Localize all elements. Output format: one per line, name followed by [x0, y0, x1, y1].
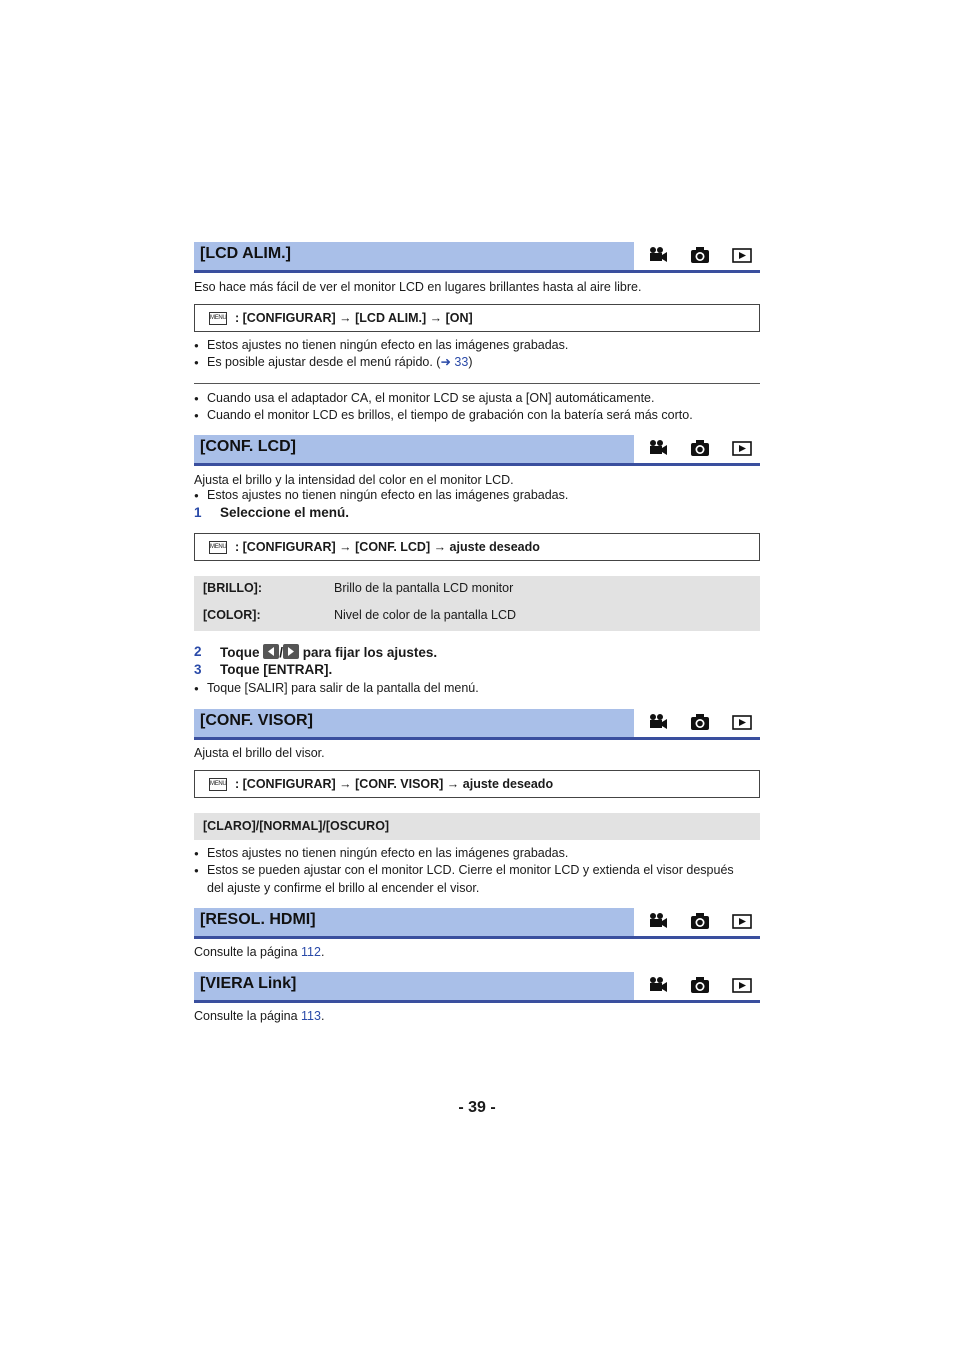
page-reference — [194, 944, 324, 960]
divider — [194, 383, 760, 384]
photo-mode-icon — [690, 713, 710, 731]
video-mode-icon — [648, 713, 668, 731]
video-mode-icon — [648, 439, 668, 457]
list-item-text: ) — [468, 355, 473, 369]
page-number: - 39 - — [458, 1099, 496, 1116]
menu-path-box — [194, 770, 760, 798]
step-number: 3 — [194, 662, 202, 677]
list-item: ● Estos ajustes no tienen ningún efecto en las imágenes grabadas. — [194, 337, 568, 354]
list-item: ● Estos ajustes no tienen ningún efecto en las imágenes grabadas. — [194, 487, 568, 504]
left-arrow-button[interactable] — [263, 644, 279, 659]
photo-mode-icon — [690, 912, 710, 930]
playback-mode-icon — [732, 713, 752, 731]
section-intro: Eso hace más fácil de ver el monitor LCD en lugares brillantes hasta al aire libre. — [194, 280, 642, 294]
menu-path-box — [194, 304, 760, 332]
option-desc: Nivel de color de la pantalla LCD — [334, 608, 517, 622]
list-item — [194, 354, 473, 371]
page-link[interactable]: 113 — [301, 1009, 321, 1023]
mode-icons — [638, 435, 760, 463]
list-item: ● Estos ajustes no tienen ningún efecto en las imágenes grabadas. — [194, 845, 568, 862]
section-title: [CONF. LCD] — [194, 435, 634, 463]
playback-mode-icon — [732, 976, 752, 994]
step-text-sep: / — [279, 645, 284, 660]
step-text: Toque [ENTRAR]. — [220, 662, 333, 677]
step-text — [220, 644, 437, 660]
menu-icon: MENU — [209, 541, 227, 554]
playback-mode-icon — [732, 439, 752, 457]
reference-text: Consulte la página — [194, 945, 302, 959]
list-item: ● Estos se pueden ajustar con el monitor LCD. Cierre el monitor LCD y extienda el visor después — [194, 862, 734, 879]
playback-mode-icon — [732, 912, 752, 930]
section-header-resol-hdmi — [194, 908, 760, 939]
menu-path-box — [194, 533, 760, 561]
options-table — [194, 576, 760, 631]
section-title: [VIERA Link] — [194, 972, 634, 1000]
option-values: [CLARO]/[NORMAL]/[OSCURO] — [203, 819, 390, 833]
reference-end: . — [320, 945, 325, 959]
right-arrow-icon — [283, 644, 299, 659]
reference-end: . — [320, 1009, 325, 1023]
step-number: 1 — [194, 505, 202, 520]
step-text: Seleccione el menú. — [220, 505, 350, 520]
mode-icons — [638, 908, 760, 936]
mode-icons — [638, 972, 760, 1000]
video-mode-icon — [648, 976, 668, 994]
section-intro: Ajusta el brillo del visor. — [194, 746, 325, 760]
section-header-lcd-alim — [194, 242, 760, 273]
menu-path: : [CONFIGURAR] → [LCD ALIM.] → [ON] — [235, 311, 473, 325]
mode-icons — [638, 709, 760, 737]
right-arrow-button[interactable] — [283, 644, 299, 659]
video-mode-icon — [648, 912, 668, 930]
section-title: [RESOL. HDMI] — [194, 908, 634, 936]
note-item: ● Cuando el monitor LCD es brillos, el tiempo de grabación con la batería será más corto. — [194, 407, 693, 424]
step-text-part: para fijar los ajustes. — [302, 645, 438, 660]
option-desc: Brillo de la pantalla LCD monitor — [334, 581, 514, 595]
step-number: 2 — [194, 644, 202, 659]
menu-path: : [CONFIGURAR] → [CONF. VISOR] → ajuste deseado — [235, 777, 554, 791]
photo-mode-icon — [690, 246, 710, 264]
menu-icon: MENU — [209, 312, 227, 325]
options-table — [194, 813, 760, 840]
option-key: [BRILLO]: — [203, 581, 263, 595]
note-item: ● Cuando usa el adaptador CA, el monitor LCD se ajusta a [ON] automáticamente. — [194, 390, 654, 407]
list-item-text: Es posible ajustar desde el menú rápido. ( — [207, 355, 441, 369]
section-title: [CONF. VISOR] — [194, 709, 634, 737]
page-link[interactable]: ➜ 33 — [440, 355, 469, 369]
section-header-conf-lcd — [194, 435, 760, 466]
menu-path: : [CONFIGURAR] → [CONF. LCD] → ajuste deseado — [235, 540, 540, 554]
playback-mode-icon — [732, 246, 752, 264]
menu-icon: MENU — [209, 778, 227, 791]
step-text-part: Toque — [220, 645, 260, 660]
list-item: ● Toque [SALIR] para salir de la pantalla del menú. — [194, 680, 479, 697]
list-item-continuation: del ajuste y confirme el brillo al encender el visor. — [207, 881, 480, 895]
section-intro: Ajusta el brillo y la intensidad del color en el monitor LCD. — [194, 473, 514, 487]
page-reference — [194, 1008, 324, 1024]
left-arrow-icon — [263, 644, 279, 659]
reference-text: Consulte la página — [194, 1009, 302, 1023]
section-header-viera-link — [194, 972, 760, 1003]
video-mode-icon — [648, 246, 668, 264]
section-header-conf-visor — [194, 709, 760, 740]
section-title: [LCD ALIM.] — [194, 242, 634, 270]
option-key: [COLOR]: — [203, 608, 261, 622]
photo-mode-icon — [690, 976, 710, 994]
page-link[interactable]: 112 — [301, 945, 321, 959]
photo-mode-icon — [690, 439, 710, 457]
mode-icons — [638, 242, 760, 270]
